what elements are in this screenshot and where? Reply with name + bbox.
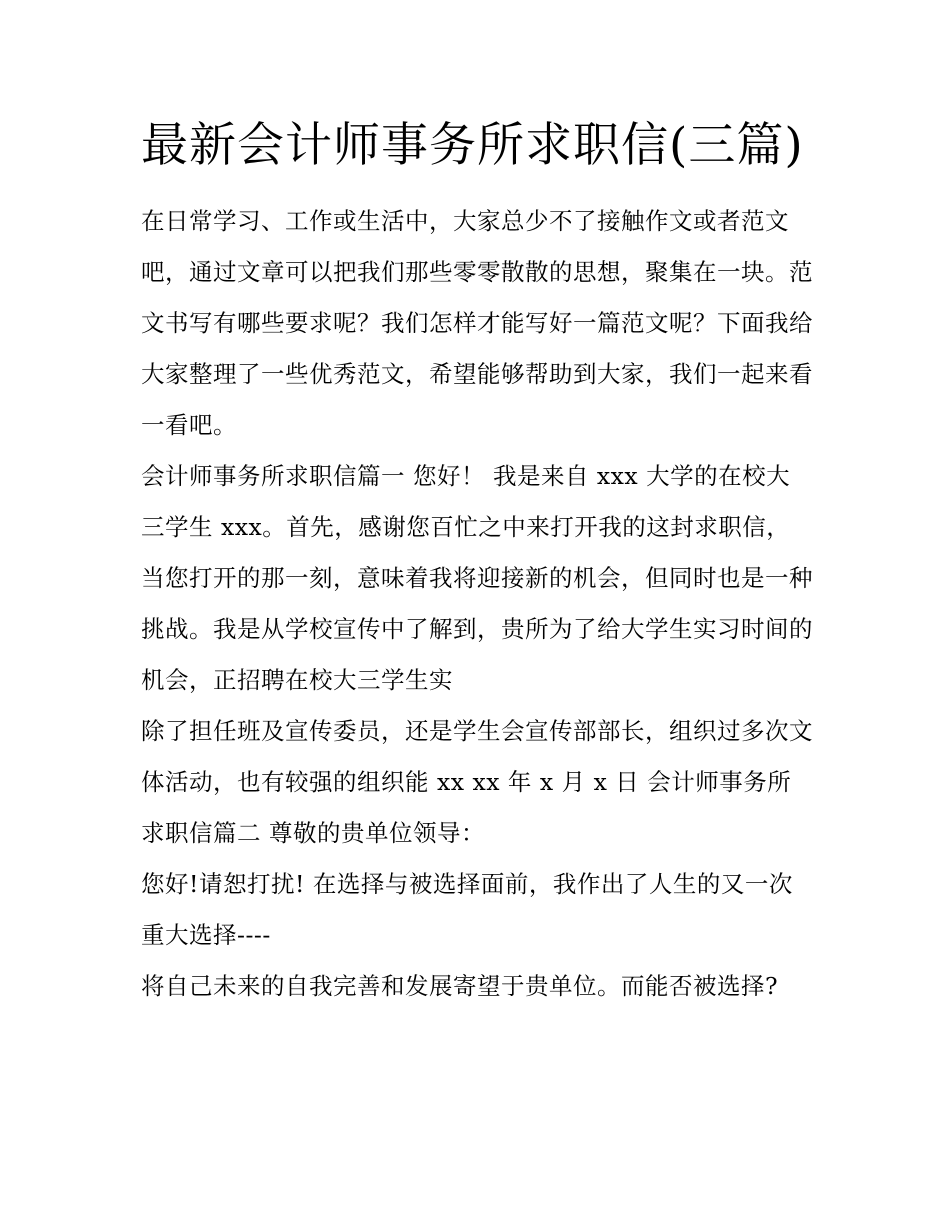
letter-one-continued-paragraph: 除了担任班及宣传委员，还是学生会宣传部部长，组织过多次文体活动，也有较强的组织能 xx xx 年 x 月 x 日 会计师事务所求职信篇二 尊敬的贵单位领导：	[141, 717, 813, 847]
intro-paragraph: 在日常学习、工作或生活中，大家总少不了接触作文或者范文吧，通过文章可以把我们那些零零散散的思想，聚集在一块。范文书写有哪些要求呢？我们怎样才能写好一篇范文呢？下面我给大家整理了一些优秀范文，希望能够帮助到大家，我们一起来看一看吧。	[141, 207, 813, 439]
letter-two-body-paragraph: 将自己未来的自我完善和发展寄望于贵单位。而能否被选择?	[141, 972, 779, 1000]
title-spacing	[141, 184, 813, 196]
document-content	[141, 108, 813, 1012]
document-title: 最新会计师事务所求职信(三篇)	[141, 118, 804, 173]
letter-one-paragraph: 会计师事务所求职信篇一 您好！ 我是来自 xxx 大学的在校大三学生 xxx。首先，感谢您百忙之中来打开我的这封求职信，当您打开的那一刻，意味着我将迎接新的机会，但同时也是一种挑战。我是从学校宣传中了解到，贵所为了给大学生实习时间的机会，正招聘在校大三学生实	[141, 462, 813, 694]
letter-two-greeting-paragraph: 您好!请恕打扰! 在选择与被选择面前，我作出了人生的又一次重大选择----	[141, 870, 793, 949]
